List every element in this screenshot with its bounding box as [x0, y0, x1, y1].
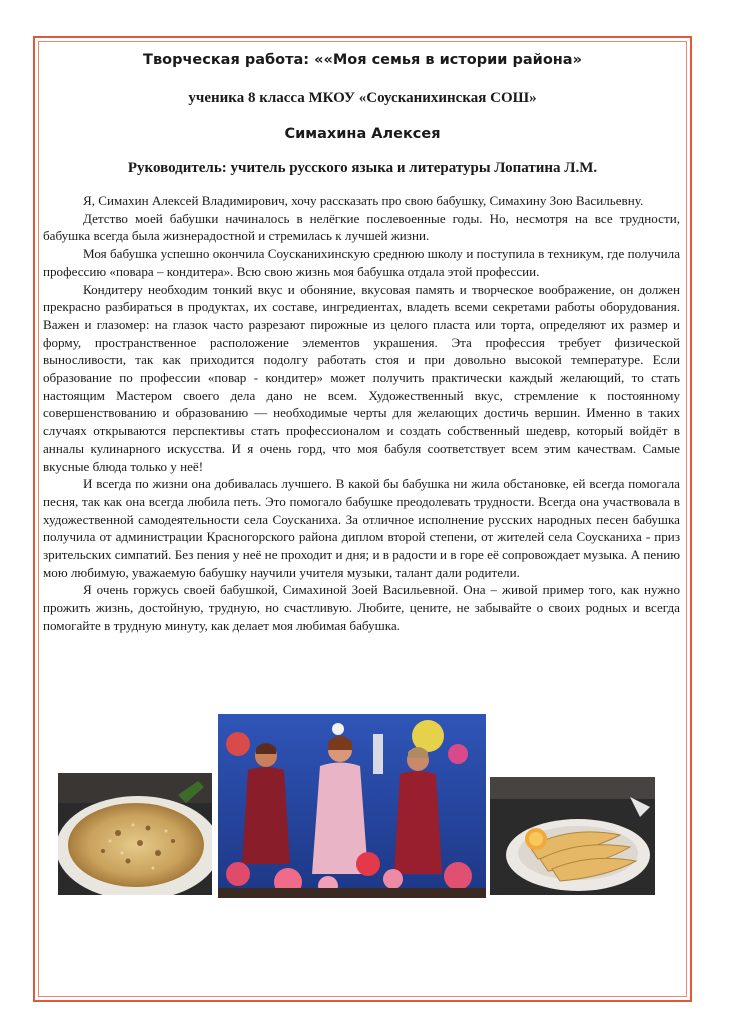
supervisor-line: Руководитель: учитель русского языка и литературы Лопатина Л.М. — [127, 160, 598, 176]
photo-pastry-plate — [490, 777, 655, 895]
paragraph: Кондитеру необходим тонкий вкус и обоняние, вкусовая память и творческое воображение, он должен прекрасно разбираться в продуктах, их составе, ингредиентах, владеть всеми секретами работы оборудования. Важен и глазомер: на глазок часто разрезают пирожные из целого пласта или торта, определяют их размер и форму, пространственное расположение элементов украшения. Эта профессия требует физической выносливости, так как приходится подолгу работать стоя и при довольно высокой температуре. Если образование по профессии «повар - кондитер» может получить практически каждый желающий, то стать настоящим Мастером своего дела дано не всем. Художественный вкус, стремление к постоянному совершенствованию и образованию — необходимые черты для желающих достичь вершин. Именно в таких случаях открываются перспективы стать профессионалом и создать собственный шедевр, который войдёт в анналы кулинарного искусства. И я очень горд, что моя бабуля соответствует всем этим качествам. Самые вкусные блюда только у неё! — [43, 281, 680, 474]
photo-pilaf-dish — [58, 773, 212, 895]
photo-choir-performance — [218, 714, 486, 898]
paragraph: И всегда по жизни она добивалась лучшего. В какой бы бабушка ни жила обстановке, ей всегда помогала песня, так как она всегда любила петь. Это помогало бабушке преодолевать трудности. Всегда она участвовала в художественной самодеятельности села Соусканиха. За отличное исполнение русских народных песен бабушка получила от администрации Красногорского района диплом второй степени, от жителей села Соусканиха - приз зрительских симпатий. Без пения у неё не проходит и дня; и в радости и в горе её сопровождает музыка. А пению мою любимую, уважаемую бабушку научили учителя музыки, талант дали родители. — [43, 476, 680, 580]
author-name: Симахина Алексея — [284, 126, 441, 142]
paragraph: Я очень горжусь своей бабушкой, Симахиной Зоей Васильевной. Она – живой пример того, как нужно прожить жизнь, достойную, трудную, но счастливую. Любите, цените, не забывайте о своих родных и всегда помогайте в трудную минуту, как делает моя любимая бабушка. — [43, 582, 680, 633]
student-line: ученика 8 класса МКОУ «Соусканихинская СОШ» — [188, 90, 537, 106]
paragraph: Детство моей бабушки начиналось в нелёгкие послевоенные годы. Но, несмотря на все трудности, бабушка всегда была жизнерадостной и стремилась к лучшей жизни. — [43, 210, 680, 244]
essay-body — [43, 192, 680, 635]
title-line: Творческая работа: ««Моя семья в истории района» — [143, 52, 582, 68]
paragraph: Я, Симахин Алексей Владимирович, хочу рассказать про свою бабушку, Симахину Зою Васильевну. — [83, 193, 644, 208]
paragraph: Моя бабушка успешно окончила Соусканихинскую среднюю школу и поступила в техникум, где получила профессию «повара – кондитера». Всю свою жизнь моя бабушка отдала этой профессии. — [43, 246, 680, 279]
